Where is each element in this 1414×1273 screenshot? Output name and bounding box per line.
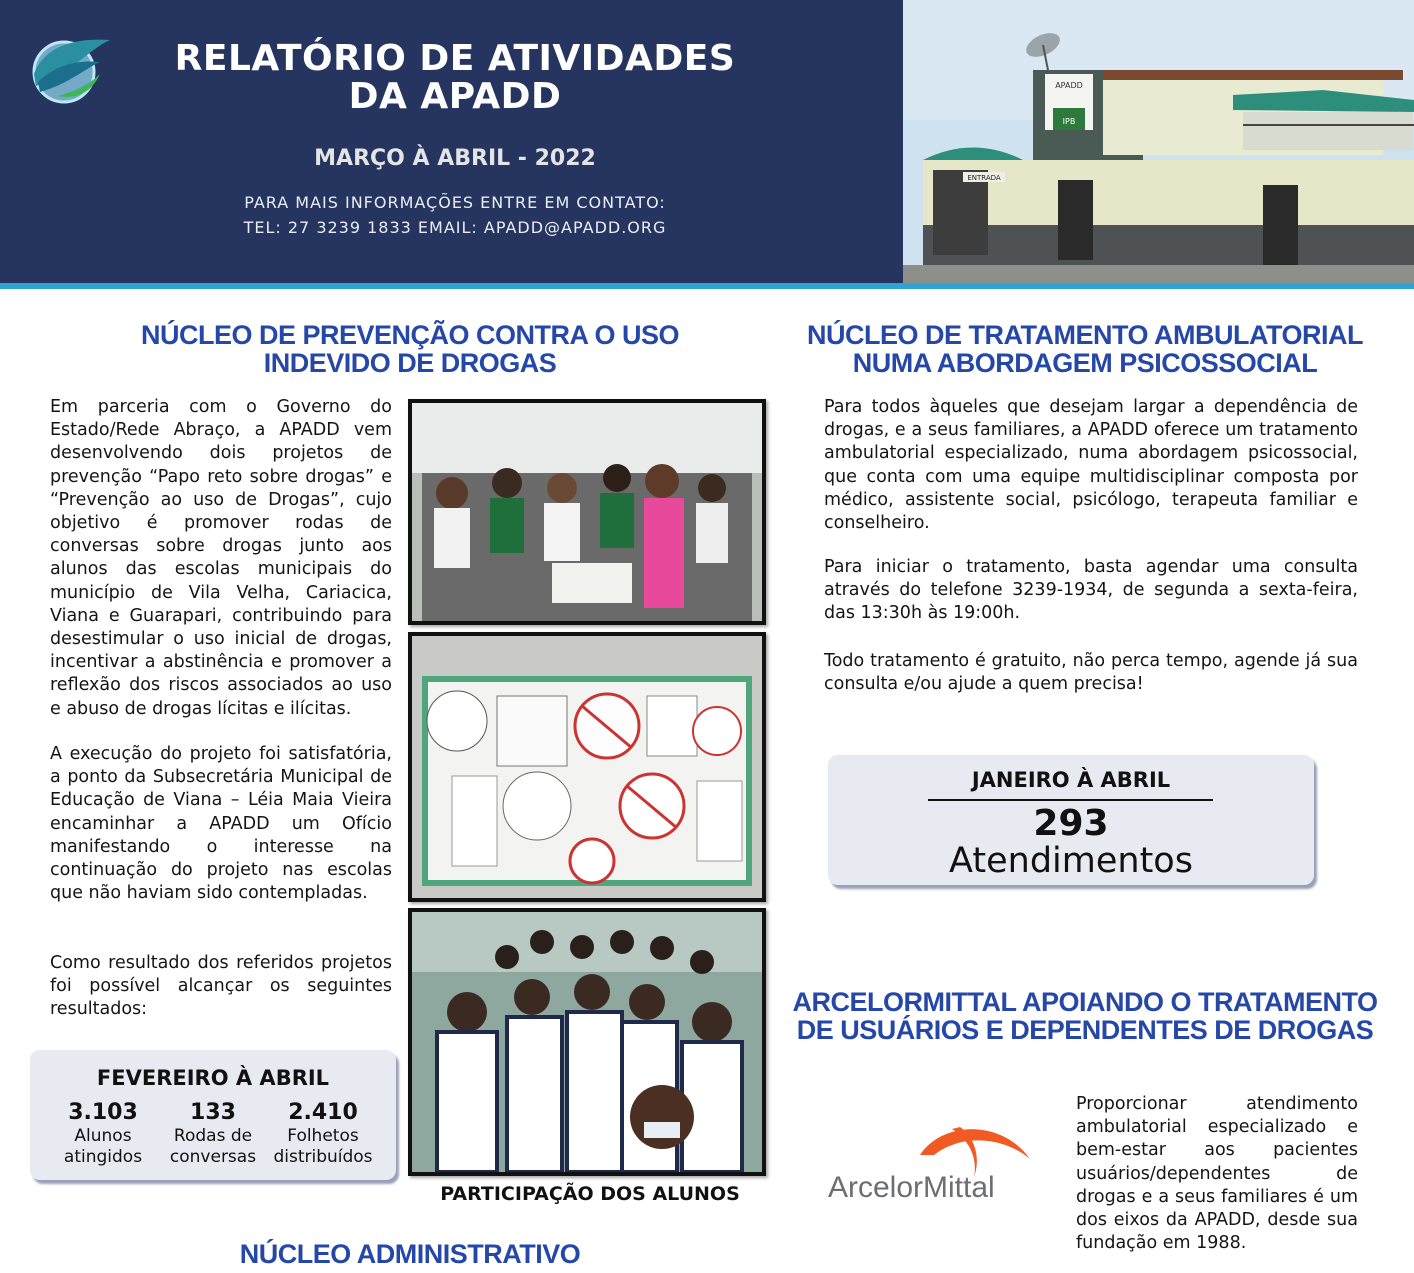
treatment-stats-title: JANEIRO À ABRIL <box>971 768 1171 792</box>
treatment-stats-value: 293 <box>1033 803 1109 844</box>
stat-conversation-circles <box>162 1100 264 1168</box>
stat-leaflets-label-1: Folhetos <box>287 1126 359 1146</box>
contact-info <box>130 190 780 240</box>
arcelor-title-line1: ARCELORMITTAL APOIANDO O TRATAMENTO <box>792 987 1378 1017</box>
stat-leaflets <box>268 1100 378 1168</box>
report-title-line2: DA APADD <box>348 76 562 117</box>
treatment-paragraph-1: Para todos àqueles que desejam largar a dependência de drogas, e a seus familiares, a APADD oferece um tratamento ambulatorial especializado, numa abordagem psicossocial, que conta com uma equipe multidisciplinar composta por médico, assistente social, psicólogo, terapeuta familiar e conselheiro. <box>824 397 1358 534</box>
contact-line1: PARA MAIS INFORMAÇÕES ENTRE EM CONTATO: <box>244 193 666 212</box>
treatment-stats-divider <box>928 799 1213 801</box>
prevention-paragraph-3: Como resultado dos referidos projetos foi possível alcançar os seguintes resultados: <box>50 953 392 1020</box>
arcelor-section-title <box>790 988 1380 1044</box>
header-banner <box>0 0 903 283</box>
report-period: MARÇO À ABRIL - 2022 <box>314 146 596 171</box>
stat-students-value: 3.103 <box>68 1100 138 1125</box>
prevention-paragraph-1: Em parceria com o Governo do Estado/Rede Abraço, a APADD vem desenvolvendo dois projetos de prevenção “Papo reto sobre drogas” e “Prevenção ao uso de Drogas”, cujo objetivo é promover rodas de conversas sobre drogas junto aos alunos das escolas municipais do município de Vila Velha, Cariacica, Viana e Guarapari, contribuindo para desestimular o uso inicial de drogas, incentivar a abstinência e promover a reflexão dos riscos associados ao uso e abuso de drogas lícitas e ilícitas. <box>50 397 392 719</box>
treatment-paragraph-2: Para iniciar o tratamento, basta agendar uma consulta através do telefone 3239-1934, de segunda a sexta-feira, das 13:30h às 19:00h. <box>824 557 1358 624</box>
treatment-title-line2: NUMA ABORDAGEM PSICOSSOCIAL <box>852 348 1318 378</box>
posters-photo-image <box>412 636 762 898</box>
header-accent-strip <box>0 283 1414 289</box>
students-group-photo-image <box>412 912 762 1172</box>
apadd-building-photo <box>903 0 1414 283</box>
treatment-section-title <box>790 321 1380 377</box>
report-header <box>0 0 1414 283</box>
prevention-stats-box <box>30 1050 396 1180</box>
stat-conversation-circles-label-2: conversas <box>169 1147 257 1167</box>
stat-students-label-2: atingidos <box>63 1147 143 1167</box>
prevention-paragraph-2: A execução do projeto foi satisfatória, a ponto da Subsecretária Municipal de Educação de Viana – Léia Maia Vieira encaminhar a APADD um Ofício manifestando o interesse na continuação do projeto nas escolas que não haviam sido contempladas. <box>50 744 392 904</box>
prevention-section-title <box>110 321 710 377</box>
stat-students-label-1: Alunos <box>74 1126 132 1146</box>
students-photo-caption: PARTICIPAÇÃO DOS ALUNOS <box>440 1183 740 1205</box>
arcelormittal-logo <box>822 1115 1032 1215</box>
contact-line2: TEL: 27 3239 1833 EMAIL: APADD@APADD.ORG <box>243 218 667 237</box>
administrative-section-title: NÚCLEO ADMINISTRATIVO <box>239 1239 581 1269</box>
treatment-paragraph-3: Todo tratamento é gratuito, não perca tempo, agende já sua consulta e/ou ajude a quem precisa! <box>824 651 1358 695</box>
building-sign-apadd: APADD <box>1055 81 1083 90</box>
treatment-stats-box <box>828 755 1314 885</box>
arcelor-paragraph: Proporcionar atendimento ambulatorial especializado e bem-estar aos pacientes usuários/dependentes de drogas e a seus familiares é um dos eixos da APADD, desde sua fundação em 1988. <box>1076 1094 1358 1254</box>
prevention-title-line2: INDEVIDO DE DROGAS <box>263 348 557 378</box>
treatment-title-line1: NÚCLEO DE TRATAMENTO AMBULATORIAL <box>807 320 1363 350</box>
report-title <box>130 40 780 116</box>
stat-students <box>50 1100 156 1168</box>
prevention-stats-title: FEVEREIRO À ABRIL <box>96 1066 330 1090</box>
building-sign-ipb: IPB <box>1062 117 1076 126</box>
classroom-photo-1 <box>408 399 766 625</box>
stat-conversation-circles-label-1: Rodas de <box>173 1126 253 1146</box>
prevention-title-line1: NÚCLEO DE PREVENÇÃO CONTRA O USO <box>140 320 680 350</box>
students-group-photo <box>408 908 766 1176</box>
classroom-photo-1-image <box>412 403 762 621</box>
building-entry-sign: ENTRADA <box>967 174 1001 182</box>
stat-leaflets-label-2: distribuídos <box>273 1147 373 1167</box>
treatment-stats-label: Atendimentos <box>949 841 1193 881</box>
arcelormittal-logo-text: ArcelorMittal <box>828 1171 995 1204</box>
stat-leaflets-value: 2.410 <box>288 1100 358 1125</box>
stat-conversation-circles-value: 133 <box>190 1100 236 1125</box>
report-title-line1: RELATÓRIO DE ATIVIDADES <box>174 38 736 79</box>
drug-prevention-posters-photo <box>408 632 766 902</box>
arcelor-title-line2: DE USUÁRIOS E DEPENDENTES DE DROGAS <box>796 1015 1374 1045</box>
apadd-leaf-logo-icon <box>28 34 110 104</box>
